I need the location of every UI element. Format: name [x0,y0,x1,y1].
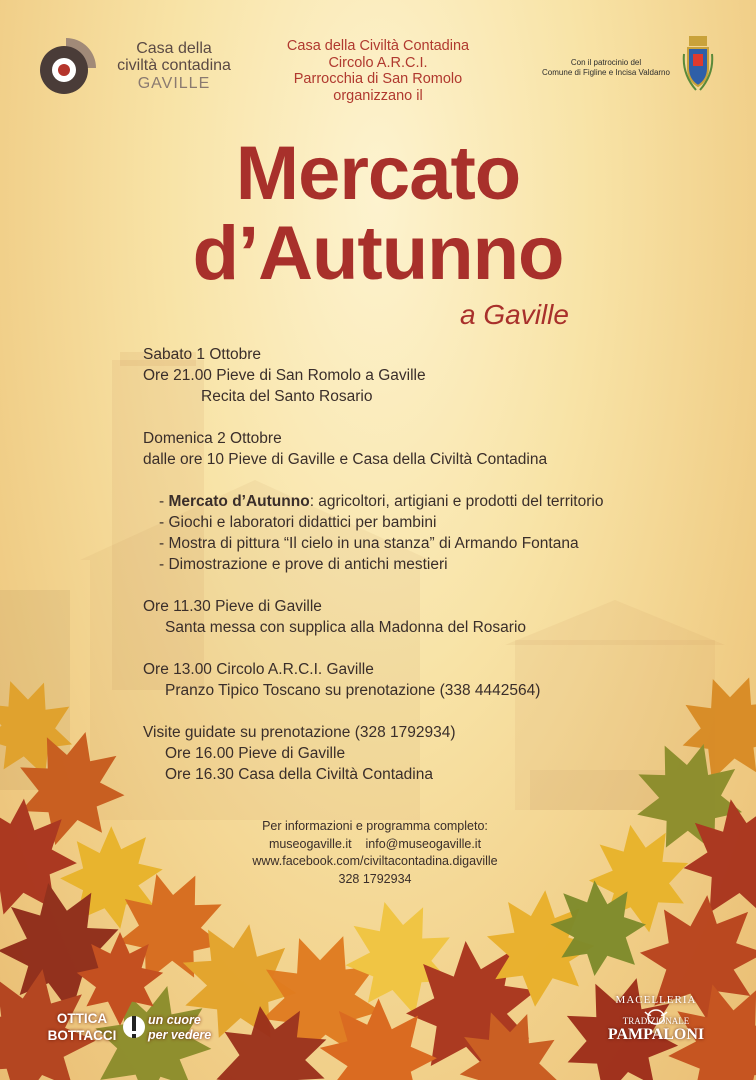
bullet-text: : agricoltori, artigiani e prodotti del territorio [309,493,604,510]
saturday-time: Ore 21.00 Pieve di San Romolo a Gaville [143,367,426,384]
slogan-line1: un cuore [148,1013,201,1027]
event-program [143,344,703,785]
logo-line1: Casa della [136,40,212,57]
organizer-line: organizzano il [333,87,423,104]
patronage-line: Con il patrocinio del [570,58,642,67]
info-web-email [200,836,550,854]
circle-eye-logo-icon [34,36,98,100]
ottica-bottacci-logo [38,1010,126,1044]
email-link[interactable]: info@museogaville.it [365,836,482,851]
saturday-date: Sabato 1 Ottobre [143,346,262,363]
lunch-time: Ore 13.00 Circolo A.R.C.I. Gaville [143,661,374,678]
tour-item: Ore 16.30 Casa della Civiltà Contadina [165,766,433,783]
mass-event: Santa messa con supplica alla Madonna del Rosario [165,619,527,636]
organizer-line: Casa della Civiltà Contadina [286,38,470,54]
tours-title: Visite guidate su prenotazione (328 1792934) [143,724,456,741]
patronage-line: Comune di Figline e Incisa Valdarno [542,68,670,77]
sunday-time: dalle ore 10 Pieve di Gaville e Casa della Civiltà Contadina [143,451,548,468]
program-bullet: - Dimostrazione e prove di antichi mestieri [159,556,448,573]
organizer-line: Circolo A.R.C.I. [328,54,428,71]
program-bullet: - Mercato d’Autunno: agricoltori, artigiani e prodotti del territorio [159,493,604,510]
saturday-event: Recita del Santo Rosario [201,388,373,405]
bull-emblem-icon [641,1008,671,1026]
macelleria-line2: TRADIZIONALE [622,1016,690,1026]
mass-time: Ore 11.30 Pieve di Gaville [143,598,322,615]
ottica-line2: BOTTACCI [47,1028,117,1043]
ottica-line1: OTTICA [56,1011,108,1026]
contact-info [200,818,550,888]
phone-number: 328 1792934 [338,871,412,886]
title-line1: Mercato [235,131,521,216]
logo-line3: GAVILLE [137,75,211,92]
slogan-line2: per vedere [148,1028,212,1042]
tour-item: Ore 16.00 Pieve di Gaville [165,745,346,762]
sunday-date: Domenica 2 Ottobre [143,430,282,447]
program-bullet: - Giochi e laboratori didattici per bambini [159,514,437,531]
logo-line2: civiltà contadina [117,57,231,74]
macelleria-pampaloni-logo [592,994,720,1054]
lunch-event: Pranzo Tipico Toscano su prenotazione (338 4442564) [165,682,541,699]
bullet-bold: Mercato d’Autunno [168,493,310,510]
patronage-text [532,58,680,78]
title-line2: d’Autunno [192,211,564,296]
organizers-block [250,38,506,104]
organizer-line: Parrocchia di San Romolo [293,71,463,87]
subtitle: a Gaville [460,299,569,330]
exclamation-info-icon [122,1010,146,1044]
website-link[interactable]: museogaville.it [268,836,352,851]
ottica-slogan [148,1013,211,1043]
museum-logo-text [104,40,244,94]
program-bullet: - Mostra di pittura “Il cielo in una stanza” di Armando Fontana [159,535,579,552]
municipal-crest-icon [682,34,714,92]
macelleria-line1: MACELLERIA [615,994,697,1006]
macelleria-line3: PAMPALONI [607,1026,705,1043]
facebook-link[interactable]: www.facebook.com/civiltacontadina.digaville [252,854,498,868]
info-heading: Per informazioni e programma completo: [262,819,488,833]
